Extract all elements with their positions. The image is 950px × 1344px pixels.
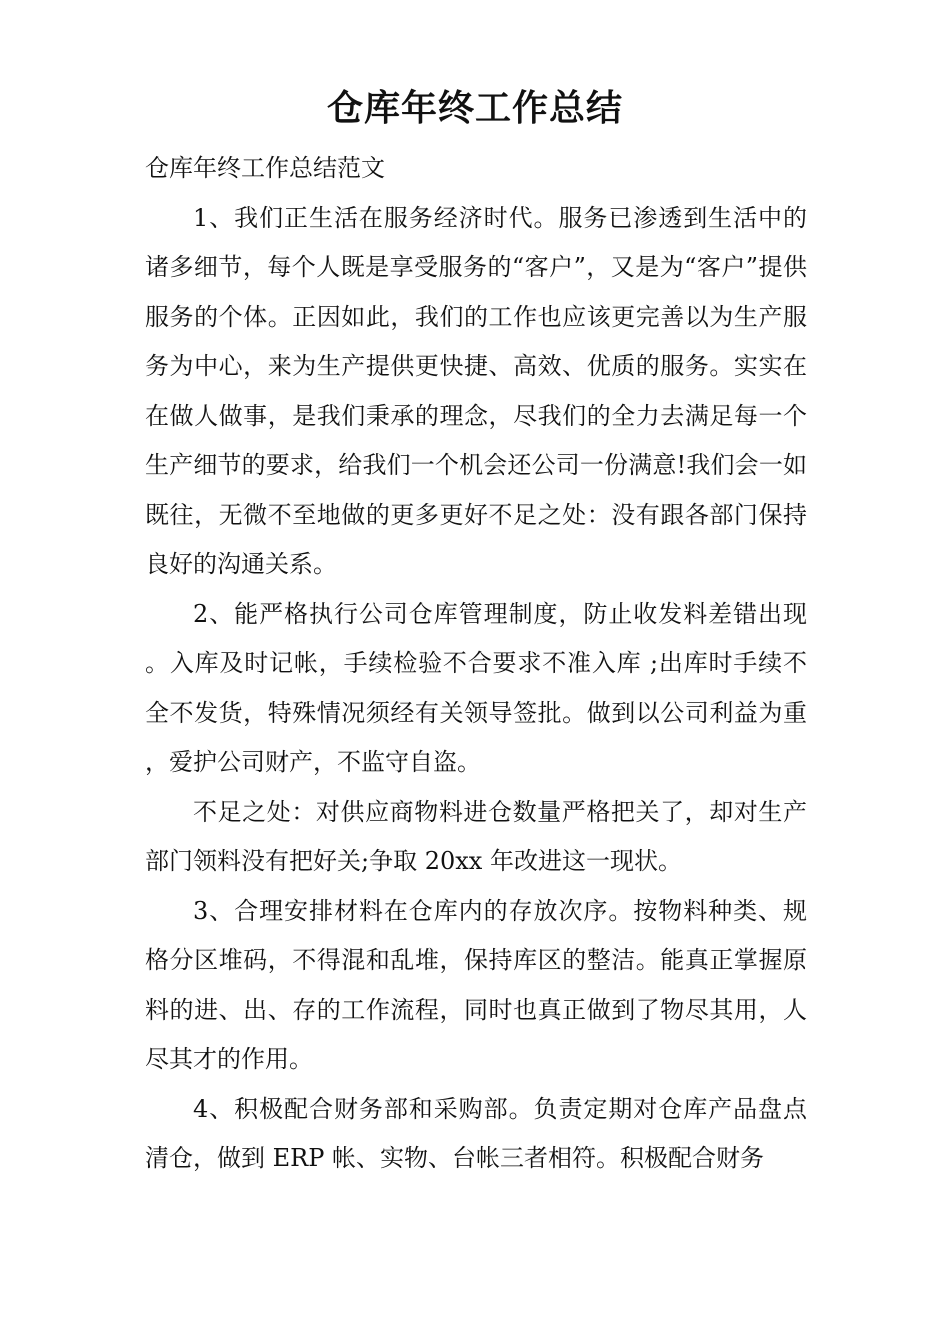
paragraph-shortcoming: 不足之处：对供应商物料进仓数量严格把关了，却对生产部门领料没有把好关;争取 20xx 年改进这一现状。: [145, 797, 807, 875]
paragraph-3: 3、合理安排材料在仓库内的存放次序。按物料种类、规格分区堆码，不得混和乱堆，保持库区的整洁。能真正掌握原料的进、出、存的工作流程，同时也真正做到了物尽其用，人尽其才的作用。: [145, 896, 807, 1073]
paragraph-1: 1、我们正生活在服务经济时代。服务已渗透到生活中的诸多细节，每个人既是享受服务的“客户”，又是为“客户”提供服务的个体。正因如此，我们的工作也应该更完善以为生产服务为中心，来为生产提供更快捷、高效、优质的服务。实实在在做人做事，是我们秉承的理念，尽我们的全力去满足每一个生产细节的要求，给我们一个机会还公司一份满意!我们会一如既往，无微不至地做的更多更好不足之处：没有跟各部门保持良好的沟通关系。: [145, 203, 807, 578]
paragraph-4: 4、积极配合财务部和采购部。负责定期对仓库产品盘点清仓，做到 ERP 帐、实物、台帐三者相符。积极配合财务: [145, 1094, 807, 1172]
document-subtitle: 仓库年终工作总结范文: [145, 154, 385, 182]
document-body: [145, 144, 807, 1184]
paragraph-2: 2、能严格执行公司仓库管理制度，防止收发料差错出现。入库及时记帐，手续检验不合要求不准入库 ;出库时手续不全不发货，特殊情况须经有关领导签批。做到以公司利益为重，爱护公司财产，不监守自盗。: [145, 599, 807, 776]
document-title: 仓库年终工作总结: [326, 87, 623, 129]
